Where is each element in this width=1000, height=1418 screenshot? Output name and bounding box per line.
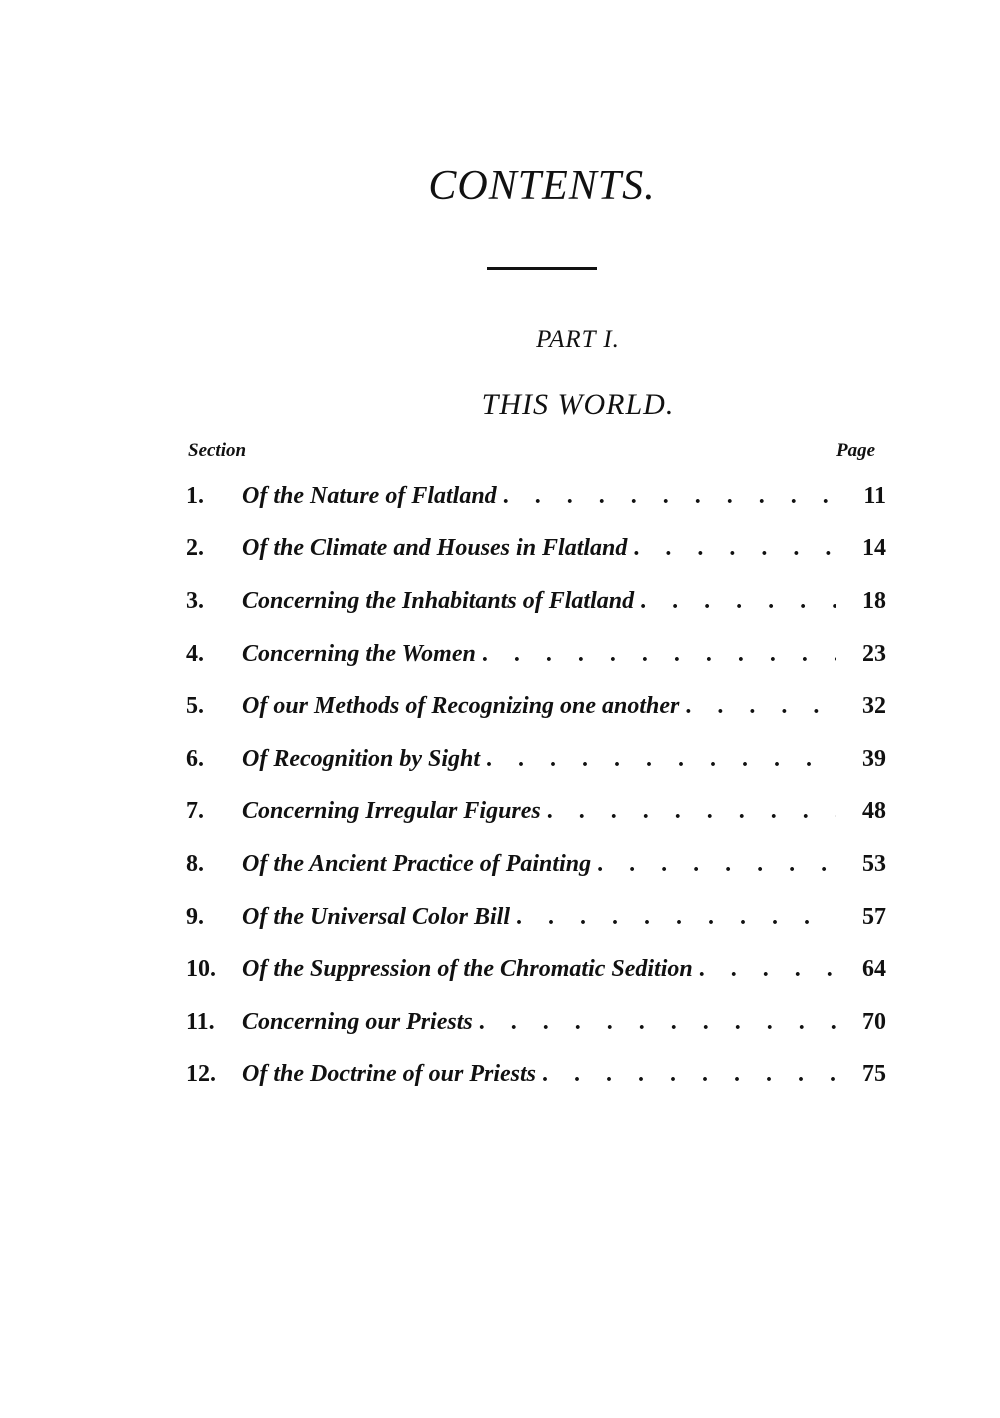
section-title: Concerning the Women (242, 640, 476, 667)
dot-leader (640, 588, 836, 615)
page-number: 48 (862, 798, 886, 825)
toc-entry-7 (186, 786, 886, 839)
page-number: 18 (862, 587, 886, 614)
section-number: 11. (186, 1008, 215, 1035)
dot-leader (685, 693, 836, 720)
section-title: Concerning the Inhabitants of Flatland (242, 587, 635, 614)
toc-entry-1 (186, 470, 886, 523)
section-title: Of our Methods of Recognizing one another (242, 693, 680, 720)
page-number: 70 (862, 1008, 886, 1035)
page-number: 32 (862, 693, 886, 720)
section-number: 12. (186, 1061, 216, 1088)
toc-entry-10 (186, 943, 886, 996)
toc-entry-8 (186, 838, 886, 891)
page-number: 39 (862, 745, 886, 772)
page-number: 23 (862, 640, 886, 667)
section-number: 7. (186, 798, 204, 825)
section-number: 2. (186, 535, 204, 562)
toc-entry-2 (186, 523, 886, 576)
section-number: 3. (186, 587, 204, 614)
toc-entry-12 (186, 1049, 886, 1102)
toc-entry-5 (186, 680, 886, 733)
section-number: 8. (186, 850, 204, 877)
section-number: 1. (186, 482, 204, 509)
section-title: Concerning Irregular Figures (242, 798, 541, 825)
title-rule (487, 267, 597, 270)
part-subtitle: THIS WORLD. (481, 388, 675, 421)
section-title: Concerning our Priests (242, 1008, 473, 1035)
dot-leader (699, 956, 836, 983)
section-number: 6. (186, 745, 204, 772)
page-column-header: Page (836, 440, 876, 461)
section-title: Of Recognition by Sight (242, 745, 481, 772)
section-number: 10. (186, 956, 216, 983)
dot-leader (547, 798, 836, 825)
dot-leader (542, 1061, 836, 1088)
table-of-contents (186, 470, 886, 1101)
section-column-header: Section (188, 440, 247, 461)
page-number: 75 (862, 1061, 886, 1088)
page-number: 64 (862, 956, 886, 983)
dot-leader (633, 535, 836, 562)
toc-entry-3 (186, 575, 886, 628)
section-title: Of the Doctrine of our Priests (242, 1061, 536, 1088)
dot-leader (479, 1009, 836, 1036)
section-title: Of the Climate and Houses in Flatland (242, 535, 628, 562)
toc-entry-6 (186, 733, 886, 786)
toc-entry-9 (186, 891, 886, 944)
section-title: Of the Ancient Practice of Painting (242, 850, 592, 877)
page-number: 57 (862, 903, 886, 930)
section-number: 4. (186, 640, 204, 667)
section-title: Of the Suppression of the Chromatic Sedition (242, 956, 693, 983)
section-number: 5. (186, 693, 204, 720)
page-number: 11 (863, 482, 886, 509)
toc-entry-11 (186, 996, 886, 1049)
section-number: 9. (186, 903, 204, 930)
dot-leader (503, 483, 836, 510)
contents-title: CONTENTS. (428, 163, 656, 209)
section-title: Of the Nature of Flatland (242, 482, 497, 509)
toc-entry-4 (186, 628, 886, 681)
dot-leader (597, 851, 836, 878)
dot-leader (516, 904, 836, 931)
dot-leader (482, 641, 836, 668)
section-title: Of the Universal Color Bill (242, 903, 511, 930)
dot-leader (486, 746, 836, 773)
part-heading: PART I. (536, 326, 620, 353)
page-number: 14 (862, 535, 886, 562)
page-number: 53 (862, 850, 886, 877)
